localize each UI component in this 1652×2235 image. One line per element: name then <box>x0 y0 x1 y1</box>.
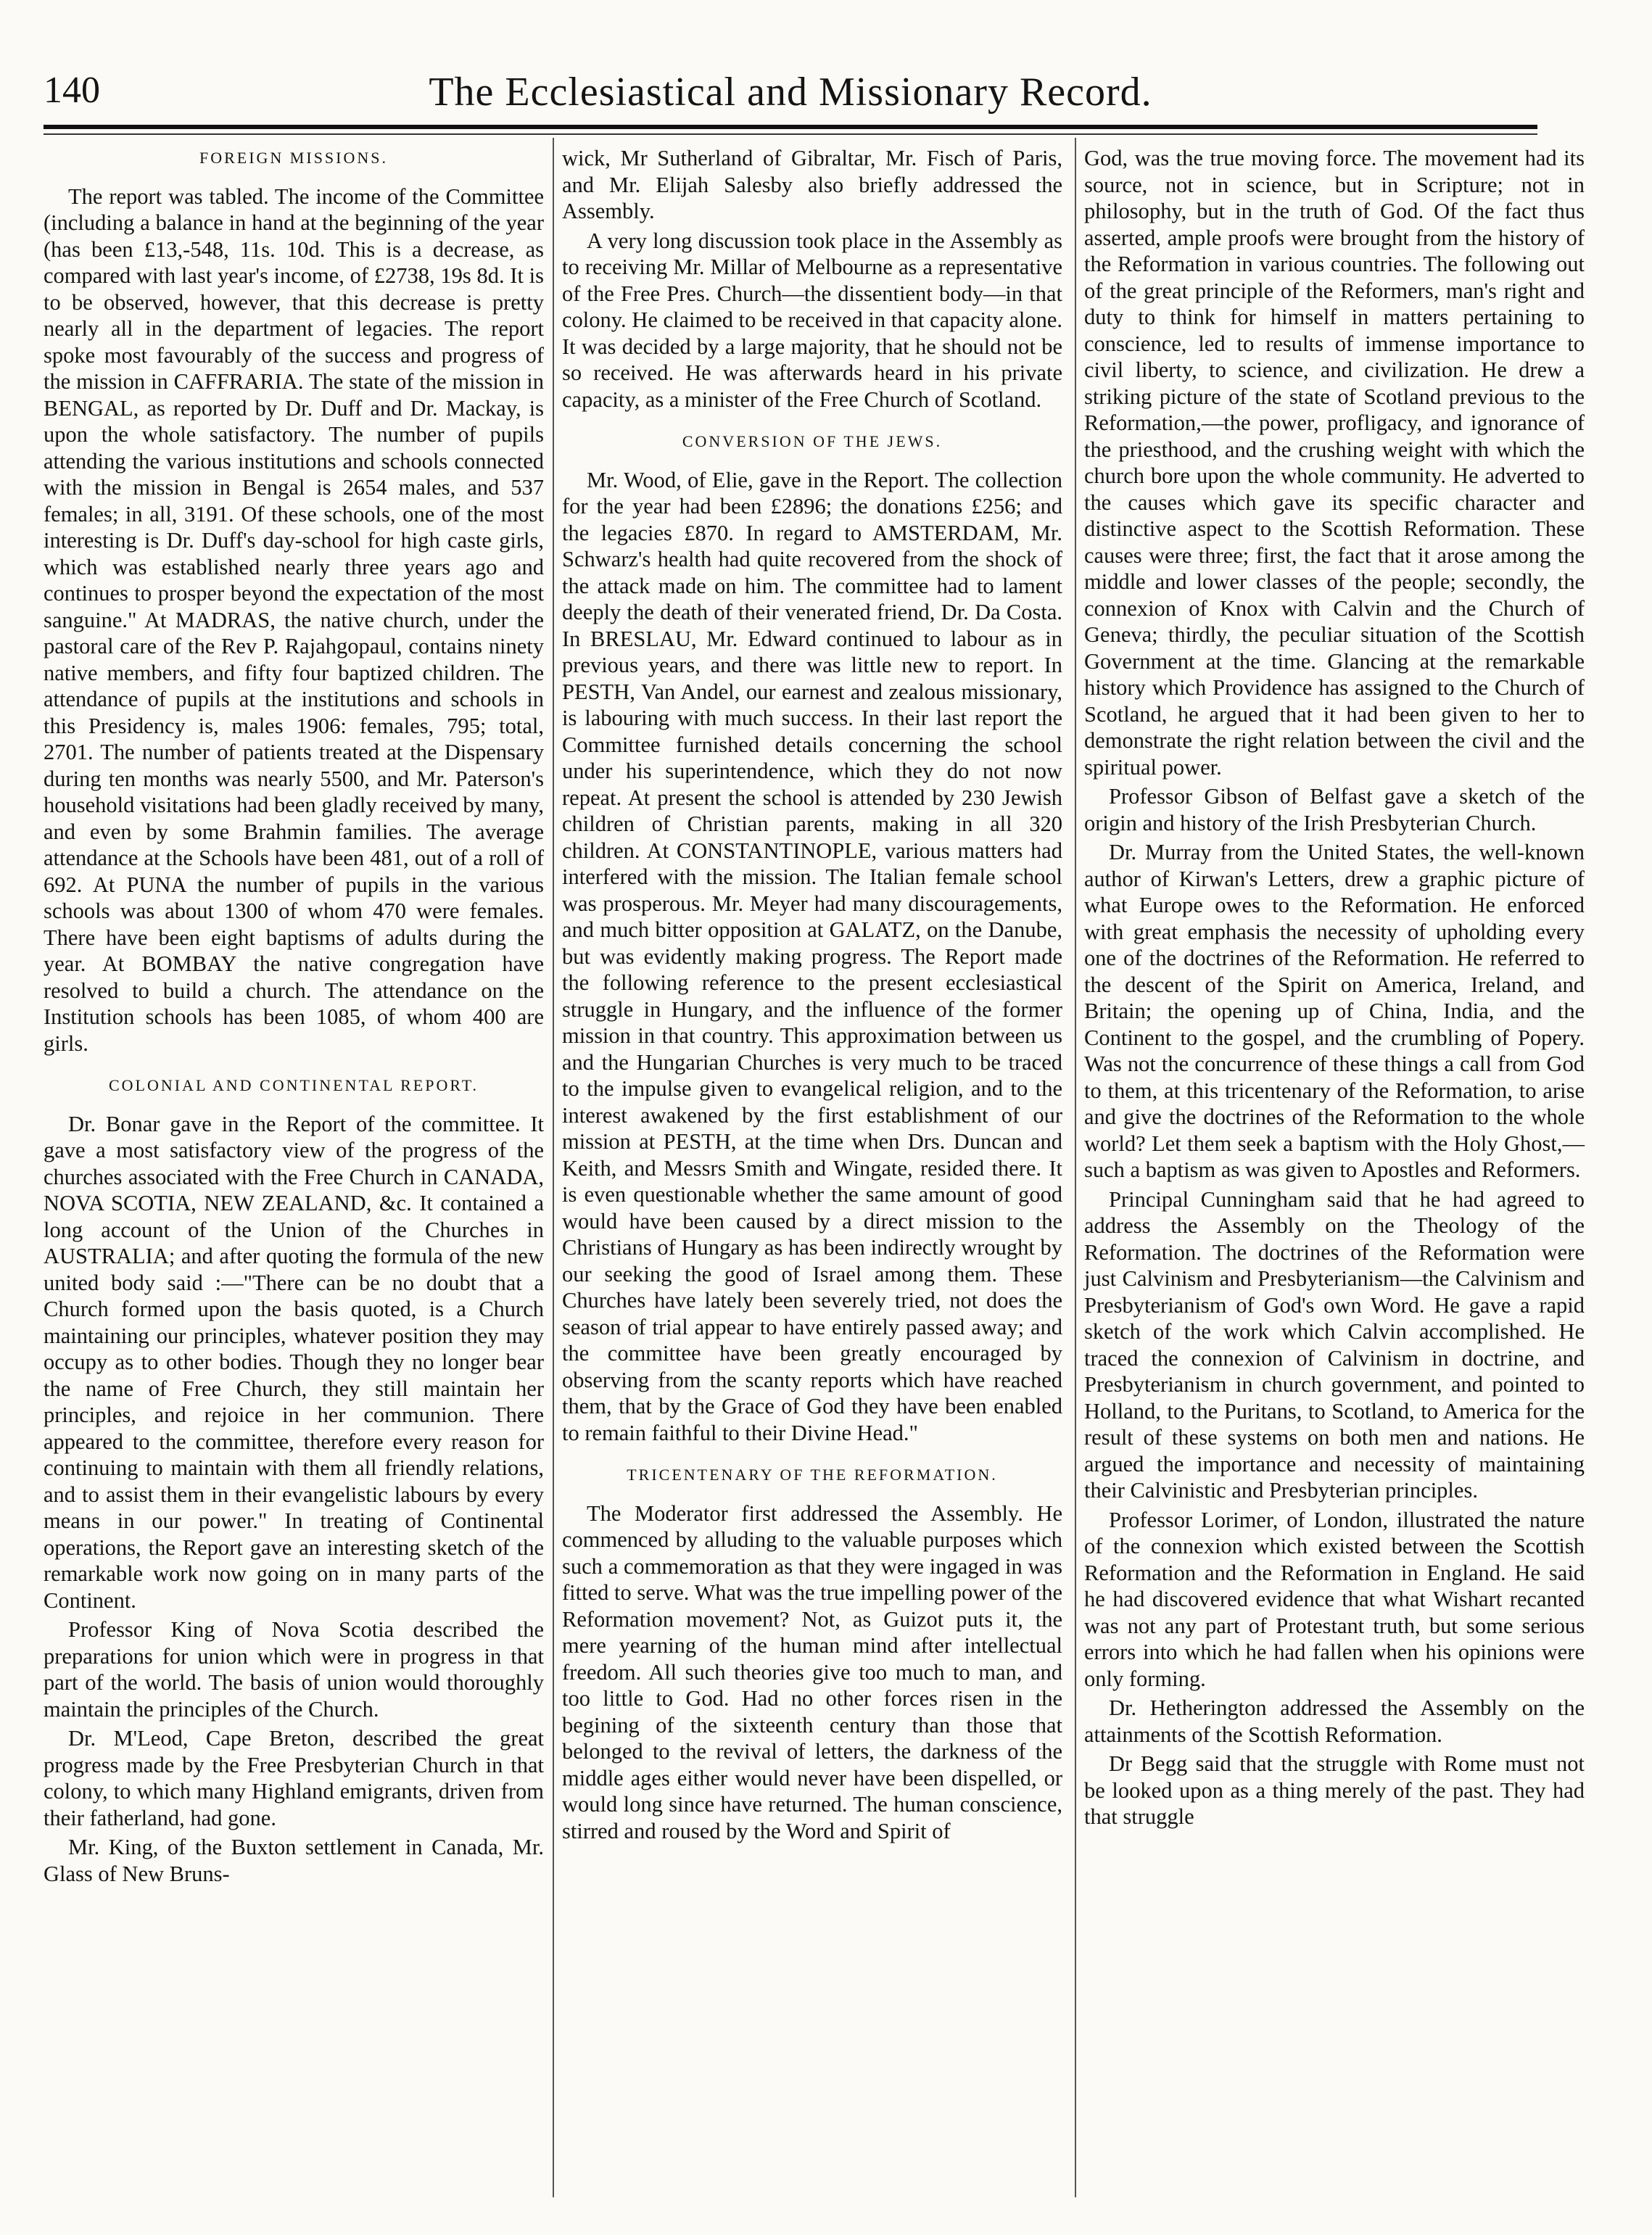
paragraph: Professor Lorimer, of London, illustrated the nature of the connexion which existed between the Scottish Reformation and the Reformation in England. He said he had discovered evidence that what Wishart recanted was not any part of Protestant truth, but some serious errors into which he had fallen when his opinions were only forming. <box>1084 1507 1585 1691</box>
column-1 <box>44 145 544 1890</box>
paragraph: The Moderator first addressed the Assembly. He commenced by alluding to the valuable purposes which such a commemoration as that they were ingaged in was fitted to serve. What was the true impelling power of the Reformation movement? Not, as Guizot puts it, the mere yearning of the human mind after intellectual freedom. All such theories give too much to man, and too little to God. Had no other forces risen in the begining of the sixteenth century than those that belonged to the revival of letters, the darkness of the middle ages either would never have been dispelled, or would long since have returned. The human conscience, stirred and roused by the Word and Spirit of <box>562 1500 1062 1843</box>
running-title: The Ecclesiastical and Missionary Record. <box>429 70 1152 115</box>
paragraph: God, was the true moving force. The movement had its source, not in science, but in Scripture; not in philosophy, but in the truth of God. Of the fact thus asserted, ample proofs were brought from the history of the Reformation in various countries. The following out of the great principle of the Reformers, man's right and duty to think for himself in matters pertaining to conscience, led to results of immense importance to civil liberty, to science, and civilization. He drew a striking picture of the state of Scotland previous to the Reformation,—the power, profligacy, and ignorance of the priesthood, and the crushing weight with which the church bore upon the whole community. He adverted to the causes which gave its specific character and distinctive aspect to the Scottish Reformation. These causes were three; first, the fact that it arose among the middle and lower classes of the people; secondly, the connexion of Knox with Calvin and the Church of Geneva; thirdly, the peculiar situation of the Scottish Government at the time. Glancing at the remarkable history which Providence has assigned to the Church of Scotland, he argued that it had been given to her to demonstrate the right relation between the civil and the spiritual power. <box>1084 146 1585 780</box>
paragraph: Mr. Wood, of Elie, gave in the Report. The collection for the year had been £2896; the donations £256; and the legacies £870. In regard to AMSTERDAM, Mr. Schwarz's health had quite recovered from the shock of the attack made on him. The committee had to lament deeply the death of their venerated friend, Dr. Da Costa. In BRESLAU, Mr. Edward continued to labour as in previous years, and there was little new to report. In PESTH, Van Andel, our earnest and zealous missionary, is labouring with much success. In their last report the Committee furnished details concerning the school under his superintendence, which they do not now repeat. At present the school is attended by 230 Jewish children of Christian parents, making in all 320 children. At CONSTANTINOPLE, various matters had interfered with the mission. The Italian female school was prosperous. Mr. Meyer had many discouragements, and much bitter opposition at GALATZ, on the Danube, but was evidently making progress. The Report made the following reference to the present ecclesiastical struggle in Hungary, and the influence of the former mission in that country. This approximation between us and the Hungarian Churches is very much to be traced to the impulse given to evangelical religion, and to the interest awakened by the first establishment of our mission at PESTH, at the time when Drs. Duncan and Keith, and Messrs Smith and Wingate, resided there. It is even questionable whether the same amount of good would have been caused by a direct mission to the Christians of Hungary as has been indirectly wrought by our seeking the good of Israel among them. These Churches have lately been severely tried, not does the season of trial appear to have entirely passed away; and the committee have been greatly encouraged by observing from the scanty reports which have reached them, that by the Grace of God they have been enabled to remain faithful to their Divine Head." <box>562 467 1062 1445</box>
paragraph: Mr. King, of the Buxton settlement in Canada, Mr. Glass of New Bruns- <box>44 1835 544 1886</box>
paragraph: Dr. M'Leod, Cape Breton, described the great progress made by the Free Presbyterian Church in that colony, to which many Highland emigrants, driven from their fatherland, had gone. <box>44 1726 544 1830</box>
column-divider-1 <box>553 138 554 2197</box>
paragraph: Professor Gibson of Belfast gave a sketch of the origin and history of the Irish Presbyterian Church. <box>1084 784 1585 835</box>
paragraph: Dr Begg said that the struggle with Rome must not be looked upon as a thing merely of the past. They had that struggle <box>1084 1751 1585 1829</box>
section-heading-foreign-missions: FOREIGN MISSIONS. <box>199 149 389 167</box>
paragraph: The report was tabled. The income of the Committee (including a balance in hand at the beginning of the year (has been £13,-548, 11s. 10d. This is a decrease, as compared with last year's income, of £2738, 19s 8d. It is to be observed, however, that this decrease is pretty nearly all in the department of legacies. The report spoke most favourably of the success and progress of the mission in CAFFRARIA. The state of the mission in BENGAL, as reported by Dr. Duff and Dr. Mackay, is upon the whole satisfactory. The number of pupils attending the various institutions and schools connected with the mission in Bengal is 2654 males, and 537 females; in all, 3191. Of these schools, one of the most interesting is Dr. Duff's day-school for high caste girls, which was established nearly three years ago and continues to prosper beyond the expectation of the most sanguine." At MADRAS, the native church, under the pastoral care of the Rev P. Rajahgopaul, contains ninety native members, and fifty four baptized children. The attendance of pupils at the institutions and schools in this Presidency is, males 1906: females, 795; total, 2701. The number of patients treated at the Dispensary during ten months was nearly 5500, and Mr. Paterson's household visitations had been gladly received by many, and even by some Brahmin families. The average attendance at the Schools have been 481, out of a roll of 692. At PUNA the number of pupils in the various schools was about 1300 of whom 470 were females. There have been eight baptisms of adults during the year. At BOMBAY the native congregation have resolved to build a church. The attendance on the Institution schools has been 1085, of whom 400 are girls. <box>44 183 544 1056</box>
paragraph: wick, Mr Sutherland of Gibraltar, Mr. Fisch of Paris, and Mr. Elijah Salesby also briefly addressed the Assembly. <box>562 146 1062 223</box>
paragraph: A very long discussion took place in the Assembly as to receiving Mr. Millar of Melbourne as a representative of the Free Pres. Church—the dissentient body—in that colony. He claimed to be received in that capacity alone. It was decided by a large majority, that he should not be so received. He was afterwards heard in his private capacity, as a minister of the Free Church of Scotland. <box>562 228 1062 412</box>
header-rule-thick <box>44 125 1537 129</box>
paragraph: Dr. Bonar gave in the Report of the committee. It gave a most satisfactory view of the progress of the churches associated with the Free Church in CANADA, NOVA SCOTIA, NEW ZEALAND, &c. It contained a long account of the Union of the Churches in AUSTRALIA; and after quoting the formula of the new united body said :—"There can be no doubt that a Church formed upon the basis quoted, is a Church maintaining our principles, whatever position they may occupy as to other bodies. Though they no longer bear the name of Free Church, they still maintain her principles, and rejoice in her communion. There appeared to the committee, therefore every reason for continuing to maintain with them all friendly relations, and to assist them in their evangelistic labours by every means in our power." In treating of Continental operations, the Report gave an interesting sketch of the remarkable work now going on in many parts of the Continent. <box>44 1111 544 1613</box>
section-heading-tricentenary: TRICENTENARY OF THE REFORMATION. <box>627 1466 998 1484</box>
paragraph: Dr. Hetherington addressed the Assembly on the attainments of the Scottish Reformation. <box>1084 1695 1585 1747</box>
section-heading-colonial-continental: COLONIAL AND CONTINENTAL REPORT. <box>108 1076 479 1094</box>
column-divider-2 <box>1075 138 1076 2197</box>
section-heading-conversion-jews: CONVERSION OF THE JEWS. <box>682 432 943 450</box>
paragraph: Principal Cunningham said that he had agreed to address the Assembly on the Theology of the Reformation. The doctrines of the Reformation were just Calvinism and Presbyterianism—the Calvinism and Presbyterianism of God's own Word. He gave a rapid sketch of the work which Calvin accomplished. He traced the connexion of Calvinism in doctrine, and Presbyterianism in church government, and pointed to Holland, to the Puritans, to Scotland, to America for the result of these systems on both men and nations. He argued the importance and necessity of maintaining their Calvinistic and Presbyterian principles. <box>1084 1186 1585 1503</box>
paragraph: Professor King of Nova Scotia described the preparations for union which were in progress in that part of the world. The basis of union would thoroughly maintain the principles of the Church. <box>44 1617 544 1722</box>
paragraph: Dr. Murray from the United States, the well-known author of Kirwan's Letters, drew a graphic picture of what Europe owes to the Reformation. He enforced with great emphasis the necessity of upholding every one of the doctrines of the Reformation. He referred to the descent of the Spirit on America, Ireland, and Britain; the opening up of China, India, and the Continent to the gospel, and the crumbling of Popery. Was not the concurrence of these things a call from God to them, at this tricentenary of the Reformation, to arise and give the doctrines of the Reformation to the whole world? Let them seek a baptism with the Holy Ghost,—such a baptism as was given to Apostles and Reformers. <box>1084 840 1585 1182</box>
page-number: 140 <box>44 70 100 111</box>
column-3 <box>1084 145 1585 1833</box>
header-rule-thin <box>44 133 1537 135</box>
column-2 <box>562 145 1062 1847</box>
page-header <box>44 69 1537 127</box>
